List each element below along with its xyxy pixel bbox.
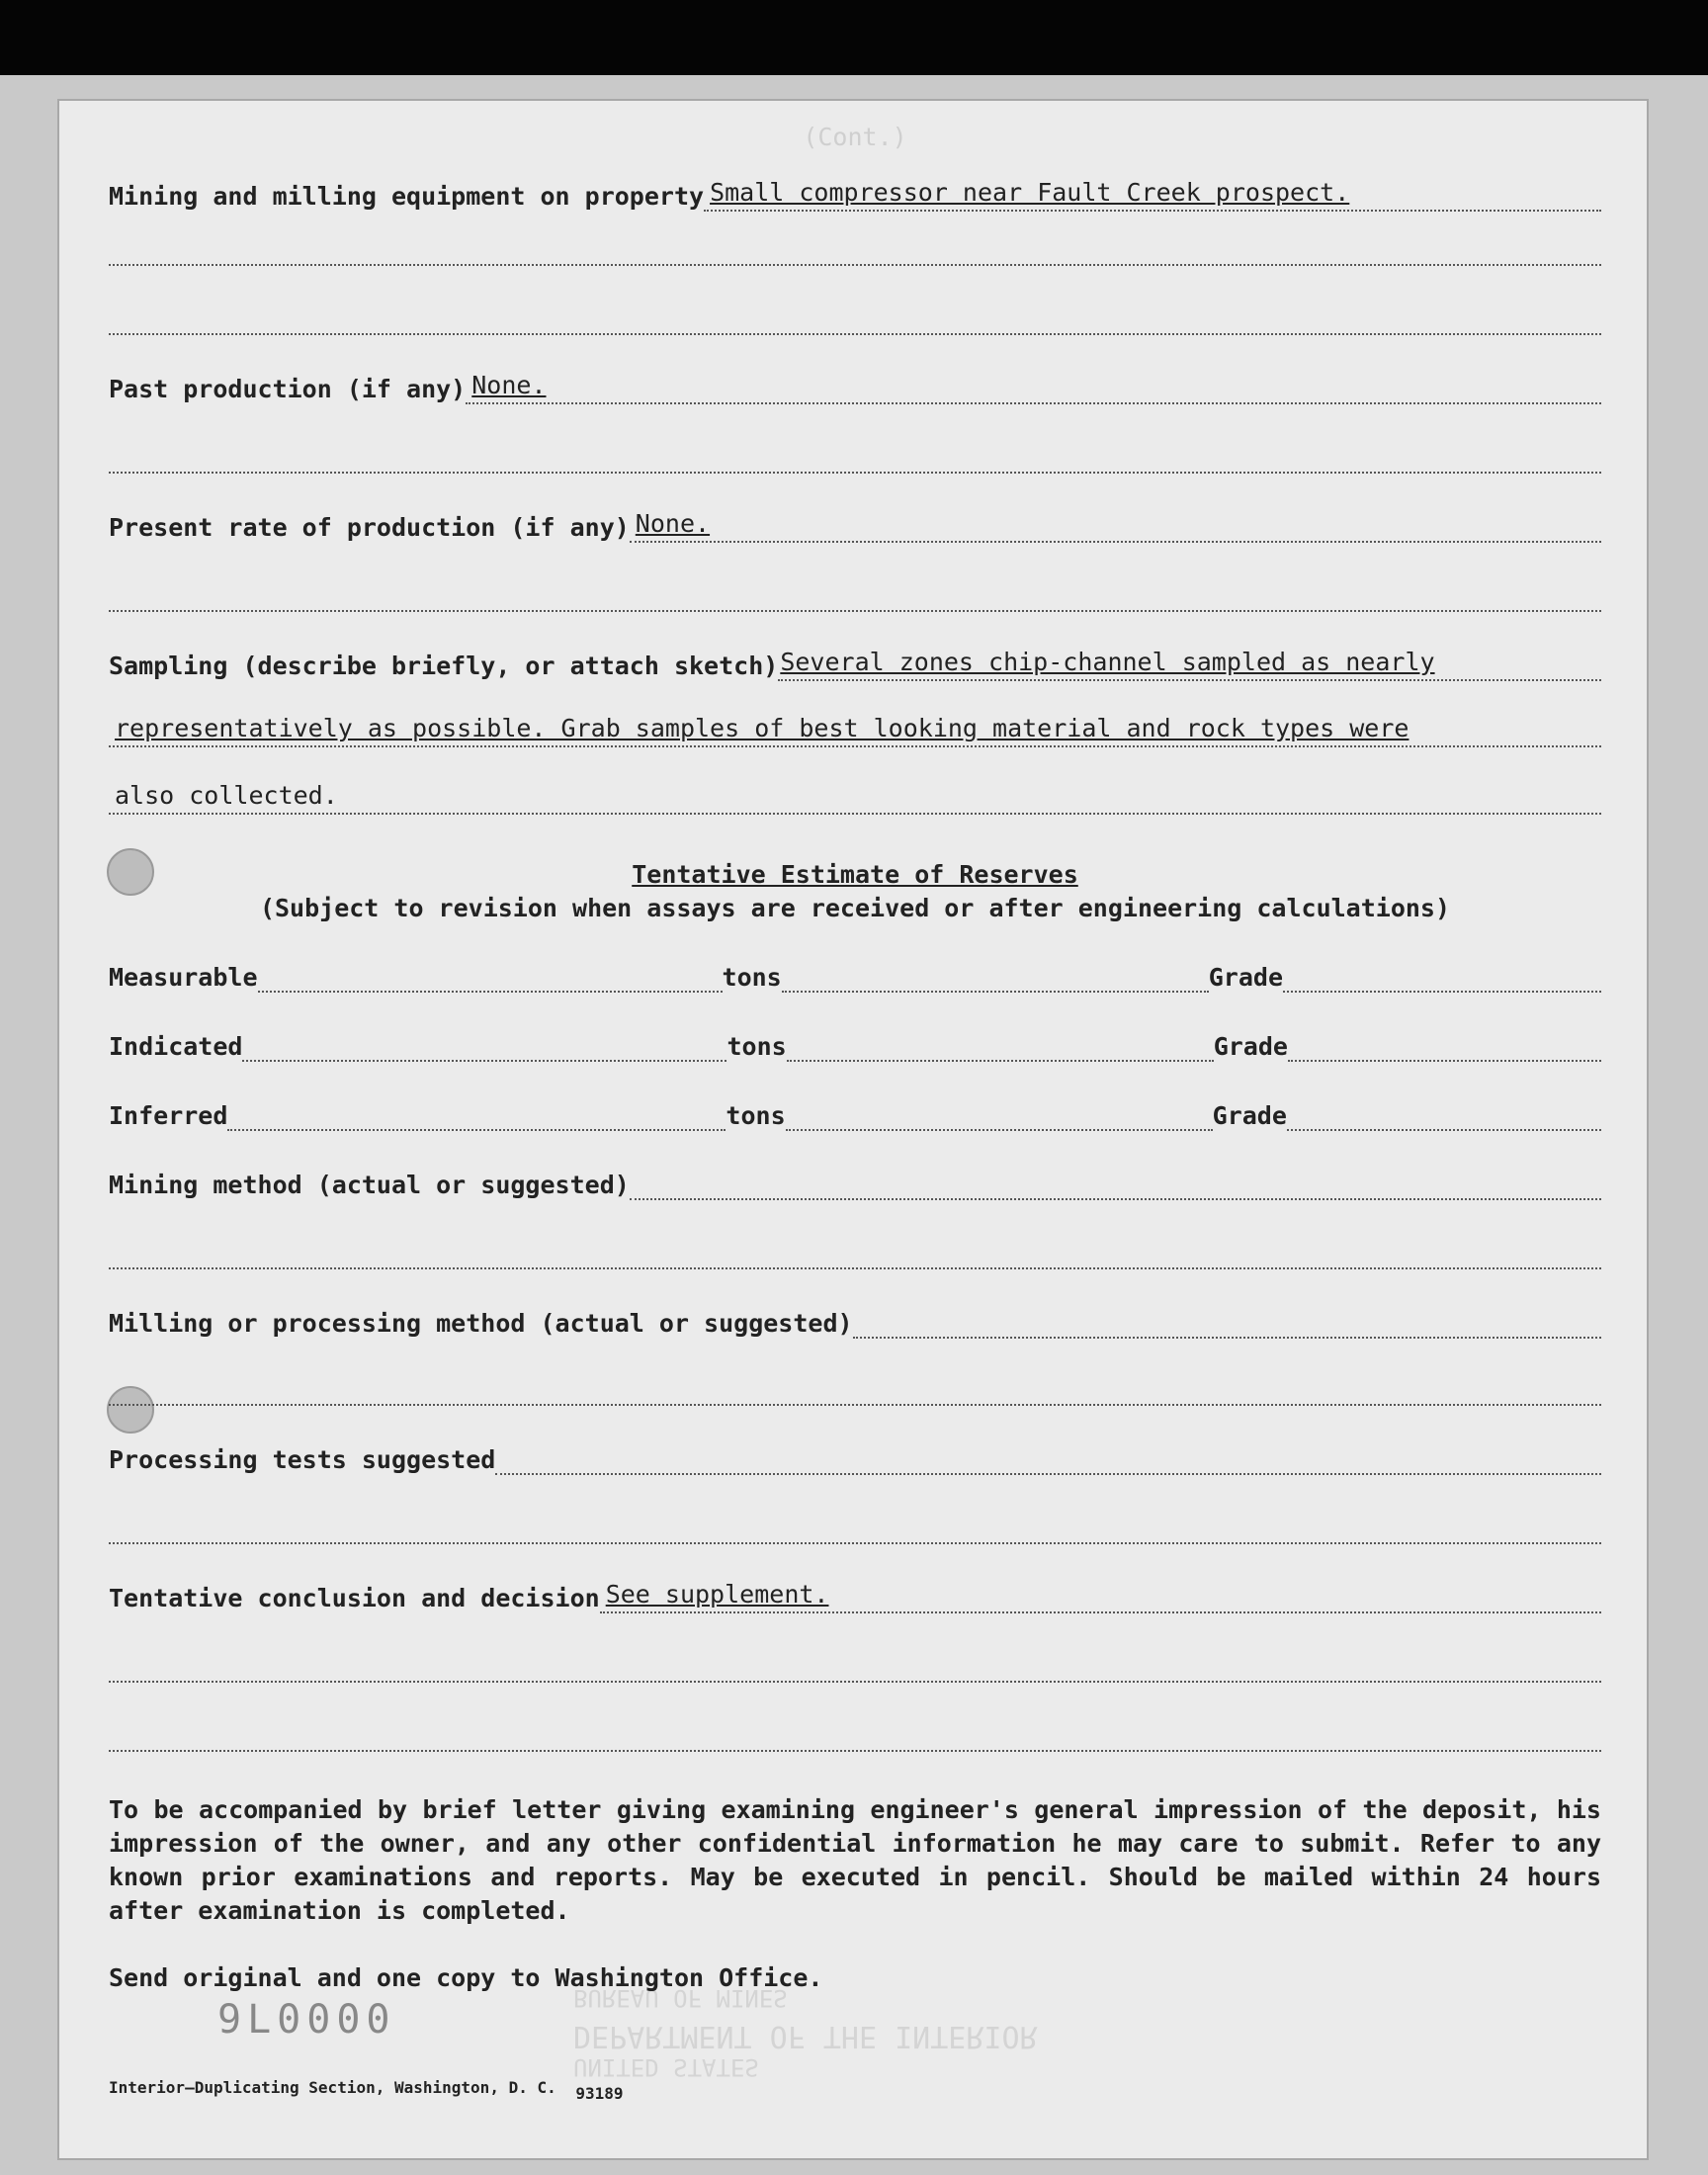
send-original-text: Send original and one copy to Washington Office. bbox=[109, 1963, 823, 1992]
past-production-label: Past production (if any) bbox=[109, 375, 467, 403]
bleed-through-text: DEPARTMENT OF THE INTERIOR bbox=[573, 2019, 1038, 2053]
blank-line bbox=[109, 1681, 1601, 1683]
grade-label: Grade bbox=[1212, 1101, 1287, 1130]
reserves-title: Tentative Estimate of Reserves bbox=[632, 860, 1078, 889]
blank-line bbox=[109, 333, 1601, 335]
equipment-value: Small compressor near Fault Creek prospect. bbox=[710, 178, 1350, 207]
past-production-field[interactable] bbox=[466, 371, 1601, 404]
tons-field[interactable] bbox=[242, 1028, 726, 1062]
blank-line bbox=[109, 1750, 1601, 1752]
tons-spacer bbox=[786, 1097, 1213, 1131]
past-production-value: None. bbox=[471, 371, 547, 399]
tons-label: tons bbox=[726, 1032, 787, 1061]
reserves-label: Inferred bbox=[109, 1101, 228, 1130]
conclusion-label: Tentative conclusion and decision bbox=[109, 1584, 600, 1612]
conclusion-value: See supplement. bbox=[605, 1580, 829, 1609]
conclusion-row bbox=[109, 1572, 1601, 1613]
scanner-top-band bbox=[0, 0, 1708, 75]
present-rate-value: None. bbox=[635, 509, 711, 538]
sampling-row-3 bbox=[109, 773, 1601, 815]
tons-spacer bbox=[782, 959, 1209, 993]
present-rate-label: Present rate of production (if any) bbox=[109, 513, 630, 542]
blank-line bbox=[109, 1267, 1601, 1269]
mining-method-field[interactable] bbox=[630, 1167, 1601, 1200]
grade-label: Grade bbox=[1208, 963, 1283, 992]
grade-field[interactable] bbox=[1288, 1028, 1601, 1062]
sampling-row-2 bbox=[109, 706, 1601, 747]
footer-text: Interior—Duplicating Section, Washington, D. C. bbox=[109, 2078, 556, 2097]
blank-line bbox=[109, 472, 1601, 474]
equipment-field[interactable] bbox=[704, 178, 1601, 212]
form-page bbox=[57, 99, 1649, 2160]
sampling-field-3[interactable] bbox=[109, 781, 1601, 815]
equipment-row bbox=[109, 170, 1601, 212]
reserves-row-indicated bbox=[109, 1020, 1601, 1062]
milling-method-label: Milling or processing method (actual or suggested) bbox=[109, 1309, 853, 1338]
milling-method-row bbox=[109, 1297, 1601, 1339]
footer-number: 93189 bbox=[575, 2084, 624, 2103]
present-rate-row bbox=[109, 501, 1601, 543]
sampling-value-line2: representatively as possible. Grab samples of best looking material and rock types were bbox=[115, 714, 1409, 742]
bleed-through-text: UNITED STATES bbox=[573, 2053, 759, 2081]
equipment-label: Mining and milling equipment on property bbox=[109, 182, 705, 211]
footer bbox=[109, 2078, 624, 2103]
sampling-value-line1: Several zones chip-channel sampled as nearly bbox=[780, 648, 1435, 676]
conclusion-field[interactable] bbox=[600, 1580, 1601, 1613]
blank-line bbox=[109, 1404, 1601, 1406]
blank-line bbox=[109, 1542, 1601, 1544]
processing-tests-field[interactable] bbox=[495, 1441, 1601, 1475]
past-production-row bbox=[109, 363, 1601, 404]
tons-spacer bbox=[787, 1028, 1214, 1062]
bleed-through-text: BUREAU OF MINES bbox=[573, 1984, 788, 2012]
reserves-subtitle: (Subject to revision when assays are received or after engineering calculations) bbox=[259, 894, 1451, 922]
tons-label: tons bbox=[722, 963, 782, 992]
tons-field[interactable] bbox=[258, 959, 723, 993]
blank-line bbox=[109, 610, 1601, 612]
processing-tests-label: Processing tests suggested bbox=[109, 1445, 496, 1474]
mining-method-label: Mining method (actual or suggested) bbox=[109, 1171, 630, 1199]
blank-line bbox=[109, 264, 1601, 266]
sampling-field[interactable] bbox=[778, 648, 1601, 681]
present-rate-field[interactable] bbox=[630, 509, 1601, 543]
instructions-paragraph: To be accompanied by brief letter giving examining engineer's general impression of the deposit, his impression of the owner, and any other confidential information he may care to submit. Refer to any known prior examinations and reports. May be executed in pencil. Should be mailed within 24 hours after examination is completed. bbox=[109, 1795, 1601, 1925]
tons-label: tons bbox=[726, 1101, 786, 1130]
reserves-row-measurable bbox=[109, 951, 1601, 993]
sampling-value-line3: also collected. bbox=[115, 781, 338, 810]
reserves-label: Measurable bbox=[109, 963, 258, 992]
stamp-number: 9L0000 bbox=[217, 1997, 396, 2043]
processing-tests-row bbox=[109, 1434, 1601, 1475]
mining-method-row bbox=[109, 1159, 1601, 1200]
grade-field[interactable] bbox=[1283, 959, 1601, 993]
milling-method-field[interactable] bbox=[853, 1305, 1601, 1339]
tons-field[interactable] bbox=[227, 1097, 726, 1131]
reserves-label: Indicated bbox=[109, 1032, 243, 1061]
sampling-field-2[interactable] bbox=[109, 714, 1601, 747]
grade-field[interactable] bbox=[1287, 1097, 1601, 1131]
sampling-label: Sampling (describe briefly, or attach sketch) bbox=[109, 652, 779, 680]
grade-label: Grade bbox=[1213, 1032, 1288, 1061]
reserves-row-inferred bbox=[109, 1089, 1601, 1131]
sampling-row bbox=[109, 640, 1601, 681]
faint-header: (Cont.) bbox=[803, 123, 907, 151]
punch-hole bbox=[107, 1386, 154, 1434]
